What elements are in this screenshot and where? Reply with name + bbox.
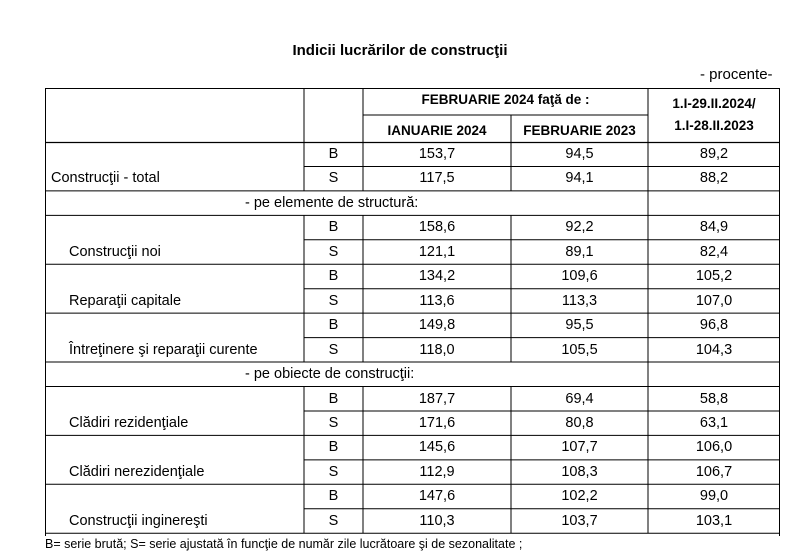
series-code: S <box>328 463 339 480</box>
header-col-cumulative-line2: 1.I-28.II.2023 <box>674 118 754 133</box>
value-february: 108,3 <box>561 463 598 480</box>
value-january: 118,0 <box>419 341 455 358</box>
header-col-january: IANUARIE 2024 <box>387 123 487 138</box>
table-title: Indicii lucrărilor de construcţii <box>292 42 508 59</box>
row-label: Clădiri nerezidenţiale <box>69 463 205 480</box>
footnote: B= serie brută; S= serie ajustată în funcţie de număr zile lucrătoare şi de sezonalitate ; <box>45 537 523 551</box>
row-label: Reparaţii capitale <box>69 292 182 309</box>
section-heading: - pe obiecte de construcţii: <box>245 366 415 383</box>
value-february: 80,8 <box>565 414 594 431</box>
value-february: 107,7 <box>561 439 598 456</box>
value-february: 103,7 <box>561 512 598 529</box>
header-period-group: FEBRUARIE 2024 faţă de : <box>421 92 590 107</box>
series-code: S <box>328 414 339 431</box>
series-code: B <box>328 317 339 334</box>
indices-table <box>45 88 780 536</box>
value-february: 94,1 <box>565 170 594 187</box>
series-code: B <box>328 268 339 285</box>
value-cumulative: 82,4 <box>699 243 729 260</box>
value-cumulative: 84,9 <box>699 219 729 236</box>
series-code: S <box>328 243 339 260</box>
row-label: Construcţii - total <box>51 170 160 187</box>
section-heading: - pe elemente de structură: <box>245 194 419 211</box>
value-january: 113,6 <box>419 292 455 309</box>
series-code: S <box>328 341 339 358</box>
value-january: 117,5 <box>419 170 455 187</box>
value-february: 105,5 <box>561 341 598 358</box>
value-january: 147,6 <box>418 488 456 505</box>
value-cumulative: 58,8 <box>699 390 729 407</box>
value-january: 112,9 <box>419 463 455 480</box>
value-cumulative: 88,2 <box>699 170 729 187</box>
value-february: 69,4 <box>565 390 594 407</box>
unit-label: - procente- <box>700 66 773 83</box>
value-january: 158,6 <box>418 219 456 236</box>
value-february: 94,5 <box>565 146 594 162</box>
series-code: S <box>328 512 339 529</box>
value-january: 145,6 <box>418 439 456 456</box>
value-january: 187,7 <box>418 390 456 407</box>
value-cumulative: 89,2 <box>699 146 729 162</box>
series-code: S <box>328 170 339 187</box>
value-february: 113,3 <box>561 292 598 309</box>
series-code: B <box>328 488 339 505</box>
value-cumulative: 63,1 <box>699 414 729 431</box>
value-cumulative: 107,0 <box>695 292 733 309</box>
row-label: Clădiri rezidenţiale <box>69 414 189 431</box>
value-january: 110,3 <box>419 512 455 529</box>
value-january: 121,1 <box>418 243 456 260</box>
series-code: B <box>328 219 339 236</box>
value-february: 89,1 <box>565 243 594 260</box>
value-february: 92,2 <box>565 219 594 236</box>
series-code: B <box>328 439 339 456</box>
row-label: Întreţinere şi reparaţii curente <box>69 341 258 358</box>
value-cumulative: 106,0 <box>695 439 733 456</box>
series-code: S <box>328 292 339 309</box>
value-cumulative: 96,8 <box>699 317 729 334</box>
value-february: 102,2 <box>561 488 598 505</box>
header-col-cumulative-line1: 1.I-29.II.2024/ <box>672 96 756 111</box>
series-code: B <box>328 390 339 407</box>
value-cumulative: 104,3 <box>695 341 733 358</box>
row-label: Construcţii inginereşti <box>69 512 208 529</box>
value-cumulative: 103,1 <box>695 512 733 529</box>
series-code: B <box>328 146 339 162</box>
value-february: 109,6 <box>561 268 598 285</box>
header-col-february: FEBRUARIE 2023 <box>523 123 636 138</box>
row-label: Construcţii noi <box>69 243 161 260</box>
value-cumulative: 106,7 <box>695 463 733 480</box>
value-january: 134,2 <box>418 268 456 285</box>
value-cumulative: 99,0 <box>699 488 729 505</box>
value-february: 95,5 <box>565 317 594 334</box>
value-january: 149,8 <box>418 317 456 334</box>
value-january: 171,6 <box>418 414 456 431</box>
value-cumulative: 105,2 <box>695 268 733 285</box>
value-january: 153,7 <box>418 146 456 162</box>
